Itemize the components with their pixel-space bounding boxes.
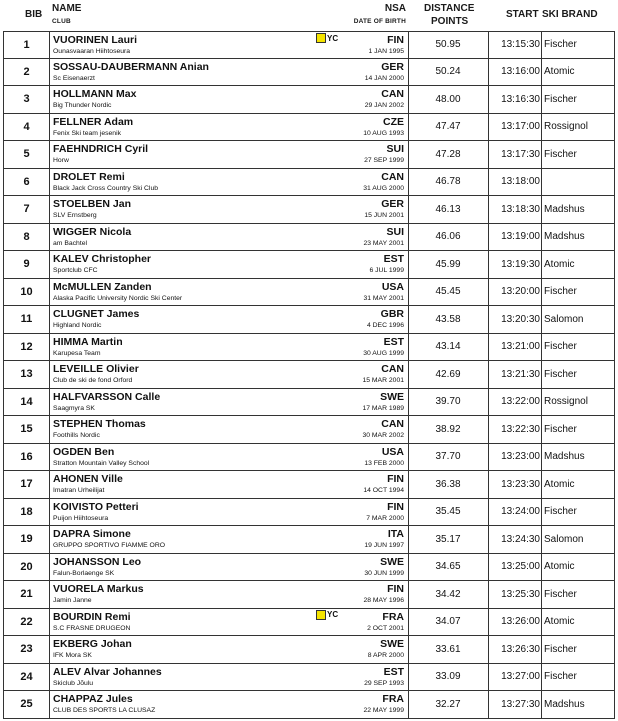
athlete-club: Horw	[53, 157, 69, 164]
athlete-dob: 1 JAN 1995	[368, 48, 404, 55]
athlete-name: EKBERG Johan	[53, 638, 132, 650]
ski-brand: Madshus	[544, 451, 585, 463]
column-divider	[541, 361, 542, 388]
athlete-dob: 27 SEP 1999	[364, 157, 404, 164]
bib-number: 1	[4, 32, 50, 58]
bib-number: 6	[4, 169, 50, 196]
distance-points: 34.42	[435, 588, 461, 600]
table-row	[3, 251, 615, 279]
distance-points: 43.58	[435, 313, 461, 325]
start-time: 13:15:30	[501, 39, 540, 51]
distance-points: 45.99	[435, 258, 461, 270]
athlete-club: am Bachtel	[53, 239, 88, 247]
table-row	[3, 471, 615, 499]
table-row	[3, 141, 615, 169]
athlete-club: SLV Ernstberg	[53, 212, 97, 219]
athlete-club: Sportclub CFC	[53, 267, 98, 274]
ski-brand: Madshus	[544, 203, 585, 215]
athlete-name: McMULLEN Zanden	[53, 280, 152, 293]
table-header	[0, 0, 618, 31]
column-divider	[541, 636, 542, 663]
athlete-nsa: FIN	[387, 34, 404, 46]
ski-brand: Atomic	[544, 616, 575, 628]
start-time: 13:23:00	[501, 451, 540, 463]
athlete-club: Highland Nordic	[53, 322, 102, 329]
start-time: 13:26:00	[501, 616, 540, 628]
table-row	[3, 196, 615, 224]
athlete-club: S.C FRASNE DRUGEON	[53, 624, 131, 632]
athlete-nsa: GER	[381, 198, 404, 210]
table-row	[3, 664, 615, 692]
column-divider	[541, 279, 542, 306]
distance-points: 45.45	[435, 286, 461, 298]
column-divider	[541, 581, 542, 608]
athlete-nsa: EST	[383, 253, 404, 265]
bib-number: 12	[4, 334, 50, 361]
athlete-name: VUORINEN Lauri	[53, 34, 138, 46]
athlete-nsa: FRA	[382, 693, 404, 705]
ski-brand: Fischer	[544, 506, 577, 518]
athlete-nsa: SWE	[380, 638, 404, 650]
athlete-dob: 17 MAR 1989	[362, 404, 404, 412]
distance-points: 47.28	[435, 148, 461, 160]
bib-number: 10	[4, 279, 50, 306]
distance-points: 50.95	[435, 39, 461, 51]
athlete-name: KOIVISTO Petteri	[53, 500, 139, 513]
table-row	[3, 416, 615, 444]
athlete-nsa: ITA	[387, 528, 404, 540]
athlete-dob: 8 APR 2000	[367, 652, 404, 659]
ski-brand: Fischer	[544, 368, 577, 380]
table-row	[3, 554, 615, 582]
column-divider	[541, 664, 542, 691]
athlete-nsa: CAN	[381, 363, 404, 375]
ski-brand: Fischer	[544, 93, 577, 105]
distance-points: 42.69	[435, 368, 461, 380]
athlete-name: ALEV Alvar Johannes	[53, 665, 162, 678]
start-time: 13:20:00	[501, 286, 540, 298]
table-row	[3, 609, 615, 637]
athlete-club: Falun-Borlaenge SK	[53, 569, 115, 577]
athlete-name: STEPHEN Thomas	[53, 418, 146, 430]
athlete-club: Puijon Hiihtoseura	[53, 514, 109, 522]
column-divider	[541, 554, 542, 581]
distance-points: 33.09	[435, 671, 461, 683]
column-divider	[541, 471, 542, 498]
column-divider	[541, 334, 542, 361]
column-divider	[541, 691, 542, 718]
distance-points: 46.13	[435, 203, 461, 215]
distance-points: 34.07	[435, 616, 461, 628]
ski-brand: Fischer	[544, 643, 577, 655]
start-time: 13:26:30	[501, 643, 540, 655]
distance-points: 46.06	[435, 231, 461, 243]
start-time: 13:25:00	[501, 561, 540, 573]
column-divider	[541, 306, 542, 333]
athlete-dob: 23 MAY 2001	[363, 239, 404, 247]
athlete-club: Sc Eisenaerzt	[53, 74, 95, 82]
athlete-club: Ounasvaaran Hiihtoseura	[53, 48, 131, 55]
distance-points: 46.78	[435, 176, 461, 188]
athlete-dob: 14 OCT 1994	[363, 487, 404, 494]
distance-points: 39.70	[435, 396, 461, 408]
ski-brand: Madshus	[544, 698, 585, 710]
start-time: 13:21:30	[501, 368, 540, 380]
table-row	[3, 691, 615, 719]
bib-number: 16	[4, 444, 50, 471]
distance-points: 33.61	[435, 643, 461, 655]
athlete-name: AHONEN Ville	[53, 473, 123, 485]
header-name: NAME	[52, 3, 82, 14]
column-divider	[541, 416, 542, 443]
athlete-dob: 14 JAN 2000	[364, 74, 404, 82]
column-divider	[541, 609, 542, 636]
athlete-name: JOHANSSON Leo	[53, 555, 142, 568]
yellow-card-badge	[316, 33, 338, 43]
athlete-name: CHAPPAZ Jules	[53, 693, 133, 705]
athlete-dob: 30 MAR 2002	[362, 432, 404, 439]
athlete-dob: 31 MAY 2001	[363, 294, 404, 302]
athlete-dob: 2 OCT 2001	[367, 624, 404, 632]
athlete-nsa: SUI	[386, 225, 404, 238]
bib-number: 14	[4, 389, 50, 416]
ski-brand: Fischer	[544, 588, 577, 600]
distance-points: 50.24	[435, 66, 461, 78]
athlete-name: HOLLMANN Max	[53, 88, 137, 100]
table-row	[3, 581, 615, 609]
bib-number: 21	[4, 581, 50, 608]
bib-number: 5	[4, 141, 50, 168]
athlete-name: DROLET Remi	[53, 170, 125, 183]
athlete-name: BOURDIN Remi	[53, 610, 131, 623]
start-time: 13:20:30	[501, 313, 540, 325]
ski-brand: Rossignol	[544, 396, 588, 408]
athlete-dob: 4 DEC 1996	[366, 322, 404, 329]
bib-number: 25	[4, 691, 50, 718]
table-row	[3, 224, 615, 252]
start-time: 13:17:30	[501, 148, 540, 160]
athlete-club: Karupesa Team	[53, 349, 101, 357]
bib-number: 15	[4, 416, 50, 443]
start-time: 13:24:30	[501, 533, 540, 545]
athlete-name: DAPRA Simone	[53, 528, 131, 540]
table-row	[3, 114, 615, 142]
header-points: POINTS	[431, 16, 469, 27]
table-row	[3, 361, 615, 389]
bib-number: 9	[4, 251, 50, 278]
results-table-body	[3, 31, 615, 719]
column-divider	[541, 196, 542, 223]
athlete-name: HIMMA Martin	[53, 335, 123, 348]
bib-number: 2	[4, 59, 50, 86]
athlete-dob: 29 SEP 1993	[364, 679, 404, 687]
table-row	[3, 31, 615, 59]
start-time: 13:21:00	[501, 341, 540, 353]
athlete-nsa: GBR	[380, 308, 404, 320]
start-time: 13:19:30	[501, 258, 540, 270]
ski-brand: Atomic	[544, 478, 575, 490]
athlete-club: Alaska Pacific University Nordic Ski Center	[53, 294, 183, 302]
athlete-nsa: GER	[381, 60, 404, 73]
ski-brand: Madshus	[544, 231, 585, 243]
athlete-nsa: CAN	[381, 418, 404, 430]
bib-number: 7	[4, 196, 50, 223]
bib-number: 3	[4, 86, 50, 113]
column-divider	[541, 59, 542, 86]
start-time: 13:18:30	[501, 203, 540, 215]
athlete-dob: 28 MAY 1996	[363, 597, 404, 604]
table-row	[3, 389, 615, 417]
athlete-name: FAEHNDRICH Cyril	[53, 143, 149, 155]
athlete-nsa: FIN	[387, 473, 404, 485]
header-club: CLUB	[52, 18, 71, 25]
bib-number: 8	[4, 224, 50, 251]
athlete-nsa: SWE	[380, 390, 404, 403]
athlete-club: Skiclub Jõulu	[53, 679, 94, 687]
ski-brand: Atomic	[544, 561, 575, 573]
athlete-name: OGDEN Ben	[53, 445, 115, 458]
athlete-nsa: SUI	[386, 143, 404, 155]
athlete-nsa: SWE	[380, 555, 404, 568]
ski-brand: Fischer	[544, 671, 577, 683]
athlete-nsa: EST	[383, 665, 404, 678]
athlete-dob: 13 FEB 2000	[364, 459, 404, 467]
yellow-card-icon	[316, 33, 326, 43]
athlete-club: CLUB DES SPORTS LA CLUSAZ	[53, 707, 156, 714]
yellow-card-icon	[316, 610, 326, 620]
athlete-name: LEVEILLE Olivier	[53, 363, 139, 375]
distance-points: 36.38	[435, 478, 461, 490]
athlete-dob: 30 AUG 1999	[363, 349, 404, 357]
start-time: 13:22:30	[501, 423, 540, 435]
athlete-name: HALFVARSSON Calle	[53, 390, 161, 403]
athlete-name: SOSSAU-DAUBERMANN Anian	[53, 60, 209, 73]
athlete-nsa: CZE	[383, 115, 404, 128]
distance-points: 34.65	[435, 561, 461, 573]
start-time: 13:27:00	[501, 671, 540, 683]
athlete-name: STOELBEN Jan	[53, 198, 131, 210]
header-nsa: NSA	[384, 3, 406, 14]
header-dob: DATE OF BIRTH	[353, 18, 406, 25]
column-divider	[541, 444, 542, 471]
athlete-name: FELLNER Adam	[53, 115, 134, 128]
column-divider	[541, 526, 542, 553]
athlete-dob: 19 JUN 1997	[364, 542, 404, 549]
yellow-card-label: YC	[327, 610, 339, 619]
athlete-club: Black Jack Cross Country Ski Club	[53, 184, 159, 192]
header-distance: DISTANCE	[424, 3, 475, 14]
bib-number: 11	[4, 306, 50, 333]
table-row	[3, 499, 615, 527]
athlete-club: Fenix Ski team jesenik	[53, 129, 121, 137]
athlete-dob: 7 MAR 2000	[366, 514, 404, 522]
table-row	[3, 59, 615, 87]
distance-points: 37.70	[435, 451, 461, 463]
athlete-name: WIGGER Nicola	[53, 225, 132, 238]
yellow-card-label: YC	[327, 33, 339, 43]
column-divider	[541, 251, 542, 278]
distance-points: 35.45	[435, 506, 461, 518]
bib-number: 17	[4, 471, 50, 498]
ski-brand: Salomon	[544, 533, 584, 545]
athlete-nsa: USA	[381, 280, 404, 293]
athlete-nsa: FIN	[387, 583, 404, 595]
bib-number: 13	[4, 361, 50, 388]
bib-number: 19	[4, 526, 50, 553]
start-time: 13:23:30	[501, 478, 540, 490]
column-divider	[541, 141, 542, 168]
start-time: 13:16:00	[501, 66, 540, 78]
athlete-club: Imatran Urheilijat	[53, 487, 105, 494]
athlete-name: VUORELA Markus	[53, 583, 144, 595]
distance-points: 38.92	[435, 423, 461, 435]
bib-number: 20	[4, 554, 50, 581]
athlete-club: Saagmyra SK	[53, 404, 95, 412]
start-time: 13:24:00	[501, 506, 540, 518]
athlete-nsa: FIN	[387, 500, 404, 513]
table-row	[3, 306, 615, 334]
header-bib: BIB	[25, 9, 43, 20]
athlete-club: Jamin Janne	[53, 597, 92, 604]
table-row	[3, 279, 615, 307]
column-divider	[541, 169, 542, 196]
bib-number: 4	[4, 114, 50, 141]
distance-points: 47.47	[435, 121, 461, 133]
start-time: 13:22:00	[501, 396, 540, 408]
yellow-card-badge	[316, 610, 338, 620]
table-row	[3, 334, 615, 362]
ski-brand: Salomon	[544, 313, 584, 325]
distance-points: 43.14	[435, 341, 461, 353]
ski-brand: Atomic	[544, 258, 575, 270]
athlete-dob: 15 MAR 2001	[362, 377, 404, 384]
start-time: 13:17:00	[501, 121, 540, 133]
ski-brand: Fischer	[544, 39, 577, 51]
athlete-name: CLUGNET James	[53, 308, 140, 320]
start-time: 13:25:30	[501, 588, 540, 600]
athlete-nsa: USA	[381, 445, 404, 458]
athlete-name: KALEV Christopher	[53, 253, 152, 265]
start-time: 13:19:00	[501, 231, 540, 243]
athlete-dob: 15 JUN 2001	[364, 212, 404, 219]
distance-points: 48.00	[435, 93, 461, 105]
distance-points: 32.27	[435, 698, 461, 710]
athlete-club: GRUPPO SPORTIVO FIAMME ORO	[53, 542, 166, 549]
athlete-nsa: CAN	[381, 170, 404, 183]
athlete-club: Club de ski de fond Orford	[53, 377, 133, 384]
table-row	[3, 636, 615, 664]
athlete-club: Stratton Mountain Valley School	[53, 459, 150, 467]
start-time: 13:27:30	[501, 698, 540, 710]
ski-brand: Fischer	[544, 286, 577, 298]
header-start: START	[506, 9, 539, 20]
athlete-dob: 10 AUG 1993	[363, 129, 404, 137]
athlete-nsa: FRA	[382, 610, 404, 623]
athlete-dob: 22 MAY 1999	[363, 707, 404, 714]
column-divider	[541, 224, 542, 251]
athlete-club: IFK Mora SK	[53, 652, 92, 659]
table-row	[3, 526, 615, 554]
athlete-nsa: CAN	[381, 88, 404, 100]
athlete-dob: 6 JUL 1999	[369, 267, 404, 274]
athlete-club: Foothills Nordic	[53, 432, 100, 439]
start-time: 13:18:00	[501, 176, 540, 188]
bib-number: 18	[4, 499, 50, 526]
ski-brand: Rossignol	[544, 121, 588, 133]
header-ski-brand: SKI BRAND	[542, 9, 598, 20]
column-divider	[541, 389, 542, 416]
table-row	[3, 169, 615, 197]
athlete-club: Big Thunder Nordic	[53, 102, 112, 109]
bib-number: 24	[4, 664, 50, 691]
athlete-dob: 31 AUG 2000	[363, 184, 404, 192]
distance-points: 35.17	[435, 533, 461, 545]
ski-brand: Fischer	[544, 148, 577, 160]
athlete-dob: 29 JAN 2002	[364, 102, 404, 109]
table-row	[3, 86, 615, 114]
table-row	[3, 444, 615, 472]
bib-number: 23	[4, 636, 50, 663]
column-divider	[541, 86, 542, 113]
ski-brand: Fischer	[544, 423, 577, 435]
column-divider	[541, 114, 542, 141]
bib-number: 22	[4, 609, 50, 636]
athlete-dob: 30 JUN 1999	[364, 569, 404, 577]
column-divider	[541, 499, 542, 526]
ski-brand: Atomic	[544, 66, 575, 78]
athlete-nsa: EST	[383, 335, 404, 348]
column-divider	[541, 32, 542, 58]
ski-brand: Fischer	[544, 341, 577, 353]
start-time: 13:16:30	[501, 93, 540, 105]
